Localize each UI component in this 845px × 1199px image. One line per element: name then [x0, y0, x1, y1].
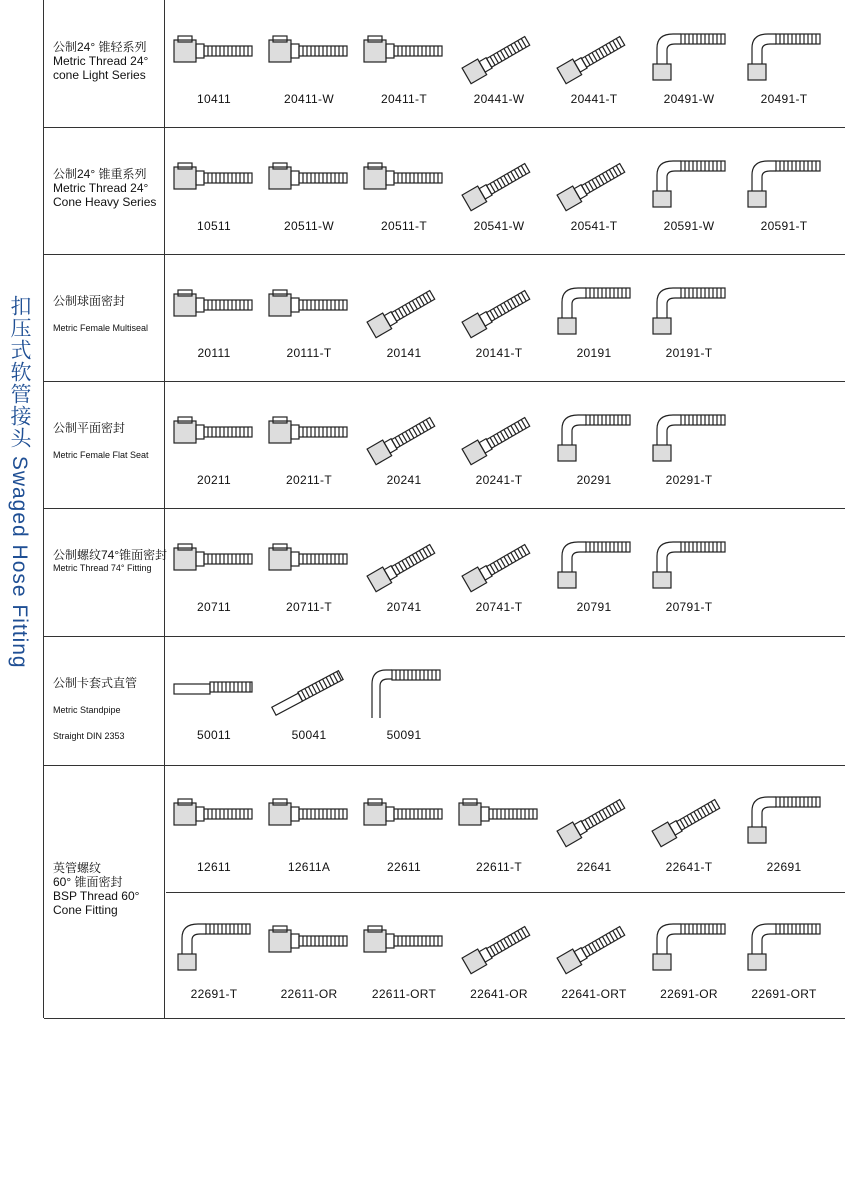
fitting-angle45-icon	[647, 789, 731, 849]
fitting-item	[546, 765, 642, 892]
part-code: 20541-W	[473, 219, 525, 233]
part-code: 20191-T	[665, 346, 713, 360]
fitting-angle45-icon	[362, 407, 446, 467]
part-code: 20241-T	[475, 473, 523, 487]
series-label	[44, 381, 165, 508]
fitting-item	[451, 765, 547, 892]
series-label-line: Metric Female Multiseal	[53, 323, 149, 333]
part-code: 22641-OR	[470, 987, 528, 1001]
fitting-item	[641, 254, 737, 381]
fitting-item	[166, 508, 262, 636]
series-label-line	[53, 690, 164, 704]
series-label-line: Metric Thread 74° Fitting	[53, 563, 152, 573]
fitting-angle90-icon	[552, 534, 636, 594]
series-label-line: 公制24° 锥重系列	[53, 167, 147, 181]
fitting-angle90-icon	[647, 534, 731, 594]
series-subrow	[166, 765, 845, 893]
part-code: 20541-T	[570, 219, 618, 233]
part-code: 50041	[291, 728, 327, 742]
series-label	[44, 508, 168, 636]
fitting-angle45-icon	[552, 916, 636, 976]
part-code: 20111	[197, 346, 231, 360]
series-label-line	[53, 435, 164, 449]
part-code: 20441-T	[570, 92, 618, 106]
part-code: 22691-T	[190, 987, 238, 1001]
fitting-angle45-icon	[552, 789, 636, 849]
part-code: 20291-T	[665, 473, 713, 487]
fitting-item	[451, 508, 547, 636]
series-label	[44, 765, 165, 1018]
fitting-item	[261, 636, 357, 765]
part-code: 22611-ORT	[371, 987, 437, 1001]
fitting-item	[641, 381, 737, 508]
part-code: 20511-W	[284, 219, 334, 233]
fitting-angle45-icon	[457, 534, 541, 594]
fitting-angle45-icon	[552, 153, 636, 213]
series-label-line: BSP Thread 60°	[53, 889, 140, 903]
fitting-angle90-icon	[647, 26, 731, 86]
fitting-item	[261, 254, 357, 381]
fitting-item	[261, 765, 357, 892]
part-code: 20411-T	[381, 92, 427, 106]
fitting-item	[451, 381, 547, 508]
part-code: 20591-T	[760, 219, 808, 233]
part-code: 20141-T	[475, 346, 523, 360]
fitting-item	[166, 636, 262, 765]
part-code: 22691	[766, 860, 802, 874]
fitting-pipe45-icon	[267, 662, 351, 722]
fitting-item	[451, 127, 547, 254]
series-label-line: 公制24° 锥轻系列	[53, 40, 147, 54]
fitting-pipe90-icon	[362, 662, 446, 722]
series-label	[44, 636, 165, 765]
part-code: 20511-T	[381, 219, 427, 233]
series-label-line: 公制球面密封	[53, 294, 126, 308]
fitting-straight-icon	[172, 26, 256, 86]
part-code: 22611-OR	[280, 987, 338, 1001]
part-code: 20791-T	[665, 600, 713, 614]
fitting-item	[166, 381, 262, 508]
fitting-angle45-icon	[457, 26, 541, 86]
part-code: 22641-T	[665, 860, 713, 874]
fitting-angle90-icon	[552, 407, 636, 467]
fitting-angle90-icon	[742, 916, 826, 976]
series-label-line: 60° 锥面密封	[53, 875, 123, 889]
part-code: 20211-T	[286, 473, 332, 487]
series-label	[44, 254, 165, 381]
series-section	[44, 636, 845, 766]
fitting-item	[546, 0, 642, 127]
series-label-line: 公制螺纹74°锥面密封	[53, 548, 168, 562]
part-code: 20591-W	[663, 219, 715, 233]
part-code: 10411	[197, 92, 231, 106]
part-code: 20211	[197, 473, 231, 487]
series-section	[44, 0, 845, 128]
series-label	[44, 127, 165, 254]
series-label-line: Metric Standpipe	[53, 705, 121, 715]
fitting-item	[356, 0, 452, 127]
fitting-item	[641, 0, 737, 127]
series-label-line: Cone Heavy Series	[53, 195, 157, 209]
fitting-item	[736, 765, 832, 892]
fitting-angle45-icon	[457, 407, 541, 467]
part-code: 20711-T	[286, 600, 332, 614]
series-section	[44, 508, 845, 637]
fitting-angle45-icon	[457, 153, 541, 213]
part-code: 20741-T	[475, 600, 523, 614]
part-code: 50011	[197, 728, 231, 742]
part-code: 20111-T	[286, 346, 332, 360]
series-label-line: 公制卡套式直管	[53, 676, 138, 690]
fitting-angle45-icon	[362, 280, 446, 340]
part-code: 20141	[386, 346, 422, 360]
part-code: 22641	[576, 860, 612, 874]
fitting-straight-icon	[267, 280, 351, 340]
fitting-straight-icon	[172, 534, 256, 594]
part-code: 20741	[386, 600, 422, 614]
fitting-item	[546, 127, 642, 254]
fitting-angle90-icon	[647, 916, 731, 976]
fitting-item	[451, 0, 547, 127]
fitting-straight-icon	[267, 407, 351, 467]
fitting-straight-icon	[267, 153, 351, 213]
series-label-line: Metric Thread 24°	[53, 181, 149, 195]
fitting-straight-icon	[362, 916, 446, 976]
fitting-item	[546, 254, 642, 381]
fitting-straight-icon	[267, 789, 351, 849]
series-label-line: Cone Fitting	[53, 903, 118, 917]
series-label-line: Straight DIN 2353	[53, 731, 125, 741]
series-section	[44, 381, 845, 509]
fitting-item	[261, 127, 357, 254]
fitting-angle45-icon	[457, 916, 541, 976]
part-code: 20411-W	[284, 92, 334, 106]
fitting-item	[451, 892, 547, 1018]
part-code: 22611-T	[476, 860, 522, 874]
fitting-item	[736, 892, 832, 1018]
series-section	[44, 254, 845, 382]
fitting-item	[546, 892, 642, 1018]
fitting-item	[641, 127, 737, 254]
fitting-item	[261, 892, 357, 1018]
part-code: 10511	[197, 219, 231, 233]
part-code: 20491-W	[663, 92, 715, 106]
part-code: 12611	[197, 860, 231, 874]
part-code: 20191	[576, 346, 612, 360]
series-section	[44, 127, 845, 255]
fitting-straight-icon	[172, 153, 256, 213]
series-label-line	[53, 716, 164, 730]
fitting-straight-icon	[267, 534, 351, 594]
fitting-angle45-icon	[457, 280, 541, 340]
fitting-item	[166, 892, 262, 1018]
fitting-straight-icon	[267, 26, 351, 86]
series-label-line: 公制平面密封	[53, 421, 126, 435]
fitting-item	[356, 381, 452, 508]
part-code: 20241	[386, 473, 422, 487]
part-code: 20291	[576, 473, 612, 487]
fitting-item	[641, 765, 737, 892]
part-code: 20441-W	[473, 92, 525, 106]
side-title: 扣压式软管接头 Swaged Hose Fitting	[8, 295, 31, 669]
fitting-straight-icon	[457, 789, 541, 849]
fitting-angle90-icon	[172, 916, 256, 976]
part-code: 22611	[387, 860, 421, 874]
fitting-item	[356, 127, 452, 254]
fitting-item	[356, 508, 452, 636]
fitting-item	[736, 0, 832, 127]
series-label-line	[53, 308, 164, 322]
fitting-angle90-icon	[647, 280, 731, 340]
fitting-angle90-icon	[742, 26, 826, 86]
fitting-straight-icon	[362, 26, 446, 86]
part-code: 20791	[576, 600, 612, 614]
fitting-angle90-icon	[647, 407, 731, 467]
fitting-item	[641, 892, 737, 1018]
part-code: 22691-OR	[660, 987, 718, 1001]
fitting-item	[736, 127, 832, 254]
fitting-straight-icon	[172, 407, 256, 467]
fitting-item	[641, 508, 737, 636]
part-code: 22691-ORT	[751, 987, 817, 1001]
fitting-item	[166, 0, 262, 127]
fitting-item	[261, 508, 357, 636]
fitting-angle90-icon	[647, 153, 731, 213]
fitting-item	[356, 636, 452, 765]
fitting-straight-icon	[172, 789, 256, 849]
fitting-angle45-icon	[362, 534, 446, 594]
fitting-item	[356, 765, 452, 892]
fitting-item	[451, 254, 547, 381]
fitting-item	[356, 254, 452, 381]
fitting-straight-icon	[267, 916, 351, 976]
fitting-item	[261, 0, 357, 127]
series-label-line: Metric Thread 24°	[53, 54, 149, 68]
series-label-line: cone Light Series	[53, 68, 146, 82]
part-code: 22641-ORT	[561, 987, 627, 1001]
series-label-line: Metric Female Flat Seat	[53, 450, 149, 460]
part-code: 50091	[386, 728, 422, 742]
part-code: 20491-T	[760, 92, 808, 106]
fitting-straight-icon	[172, 280, 256, 340]
part-code: 20711	[197, 600, 231, 614]
fitting-straight-icon	[362, 153, 446, 213]
fitting-item	[166, 254, 262, 381]
fitting-item	[166, 765, 262, 892]
series-label-line: 英管螺纹	[53, 861, 102, 875]
fitting-angle90-icon	[552, 280, 636, 340]
fitting-item	[166, 127, 262, 254]
fitting-pipe-icon	[172, 662, 256, 722]
fitting-item	[546, 508, 642, 636]
fitting-item	[261, 381, 357, 508]
fitting-angle90-icon	[742, 789, 826, 849]
fitting-item	[546, 381, 642, 508]
series-section	[44, 765, 845, 1019]
series-label	[44, 0, 165, 127]
fitting-straight-icon	[362, 789, 446, 849]
fitting-angle45-icon	[552, 26, 636, 86]
fitting-angle90-icon	[742, 153, 826, 213]
fitting-item	[356, 892, 452, 1018]
part-code: 12611A	[287, 860, 331, 874]
series-subrow	[166, 892, 845, 1018]
